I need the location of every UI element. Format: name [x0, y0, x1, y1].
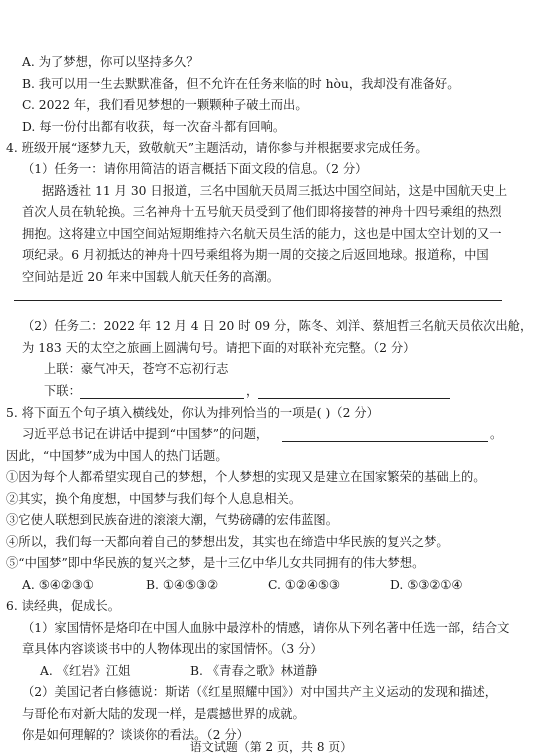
q6-part-1-cont: 章具体内容谈谈书中的人物体现出的家国情怀。（3 分）: [22, 642, 323, 656]
q6-part-1: （1）家国情怀是烙印在中国人血脉中最淳朴的情感，请你从下列名著中任选一部，结合文: [22, 621, 510, 635]
q5-context-line-1: 习近平总书记在讲话中提到“中国梦”的问题，: [22, 427, 269, 441]
q6-part-2-cont: 与哥伦布对新大陆的发现一样，是震撼世界的成就。: [22, 707, 305, 721]
q5-sentence-1: ①因为每个人都希望实现自己的梦想，个人梦想的实现又是建立在国家繁荣的基础上的。: [6, 470, 486, 484]
q6-part-2-question: 你是如何理解的？谈谈你的看法。（2 分）: [22, 728, 249, 742]
q5-option-a[interactable]: A. ⑤④②③①: [22, 578, 94, 592]
q6-part-2: （2）美国记者白修德说：斯诺（《红星照耀中国》）对中国共产主义运动的发现和描述，: [22, 685, 498, 699]
q6-option-a[interactable]: A. 《红岩》江姐: [40, 664, 131, 678]
q5-period: 。: [490, 427, 503, 441]
couplet-comma: ，: [246, 384, 259, 398]
couplet-lower-blank-2[interactable]: [258, 398, 450, 399]
q5-sentence-5: ⑤“中国梦”即中华民族的复兴之梦，是十三亿中华儿女共同拥有的伟大梦想。: [6, 556, 425, 570]
passage-line-4: 项纪录。6 月初抵达的神舟十四号乘组将为期一周的交接之后返回地球。报道称，中国: [22, 248, 489, 262]
q5-option-b[interactable]: B. ①④⑤③②: [146, 578, 218, 592]
q5-blank[interactable]: [282, 441, 488, 442]
couplet-lower-blank-1[interactable]: [80, 398, 244, 399]
couplet-upper: 上联：豪气冲天，苍穹不忘初行志: [44, 362, 229, 376]
task-1-prompt: （1）任务一：请你用简洁的语言概括下面文段的信息。（2 分）: [22, 162, 368, 176]
option-b-line: B. 我可以用一生去默默准备，但不允许在任务来临的时 hòu，我却没有准备好。: [22, 77, 460, 91]
q6-option-b[interactable]: B. 《青春之歌》林道静: [190, 664, 318, 678]
q5-sentence-4: ④所以，我们每一天都向着自己的梦想出发，其实也在缔造中华民族的复兴之梦。: [6, 535, 449, 549]
option-a-line: A. 为了梦想，你可以坚持多久？: [22, 55, 199, 69]
question-6-heading: 6. 读经典，促成长。: [6, 599, 121, 613]
passage-line-2: 首次人员在轨轮换。三名神舟十五号航天员受到了他们即将接替的神舟十四号乘组的热烈: [22, 205, 502, 219]
task-2-prompt-cont: 为 183 天的太空之旅画上圆满句号。请把下面的对联补充完整。（2 分）: [22, 341, 416, 355]
passage-line-5: 空间站是近 20 年来中国载人航天任务的高潮。: [22, 270, 280, 284]
q5-option-d[interactable]: D. ⑤③②①④: [390, 578, 463, 592]
option-c-line: C. 2022 年，我们看见梦想的一颗颗种子破土而出。: [22, 98, 308, 112]
question-4-heading: 4. 班级开展“逐梦九天，致敬航天”主题活动，请你参与并根据要求完成任务。: [6, 141, 428, 155]
passage-line-3: 拥抱。这将建立中国空间站短期维持六名航天员生活的能力，这也是中国太空计划的又一: [22, 227, 502, 241]
q5-sentence-3: ③它使人联想到民族奋进的滚滚大潮，气势磅礴的宏伟蓝图。: [6, 513, 339, 527]
page-footer: 语文试题（第 2 页，共 8 页）: [189, 740, 353, 754]
q5-option-c[interactable]: C. ①②④⑤③: [268, 578, 340, 592]
couplet-lower-label: 下联：: [44, 384, 81, 398]
option-d-line: D. 每一份付出都有收获，每一次奋斗都有回响。: [22, 120, 286, 134]
q5-context-line-2: 因此，“中国梦”成为中国人的热门话题。: [6, 449, 228, 463]
question-5-heading: 5. 将下面五个句子填入横线处，你认为排列恰当的一项是( )（2 分）: [6, 406, 379, 420]
q5-sentence-2: ②其实，换个角度想，中国梦与我们每个人息息相关。: [6, 492, 302, 506]
answer-line-task1[interactable]: [14, 300, 502, 301]
task-2-prompt: （2）任务二：2022 年 12 月 4 日 20 时 09 分，陈冬、刘洋、蔡旭哲三名航天员依次出舱，: [22, 319, 533, 333]
passage-line-1: 据路透社 11 月 30 日报道，三名中国航天员周三抵达中国空间站，这是中国航天史上: [42, 184, 508, 198]
